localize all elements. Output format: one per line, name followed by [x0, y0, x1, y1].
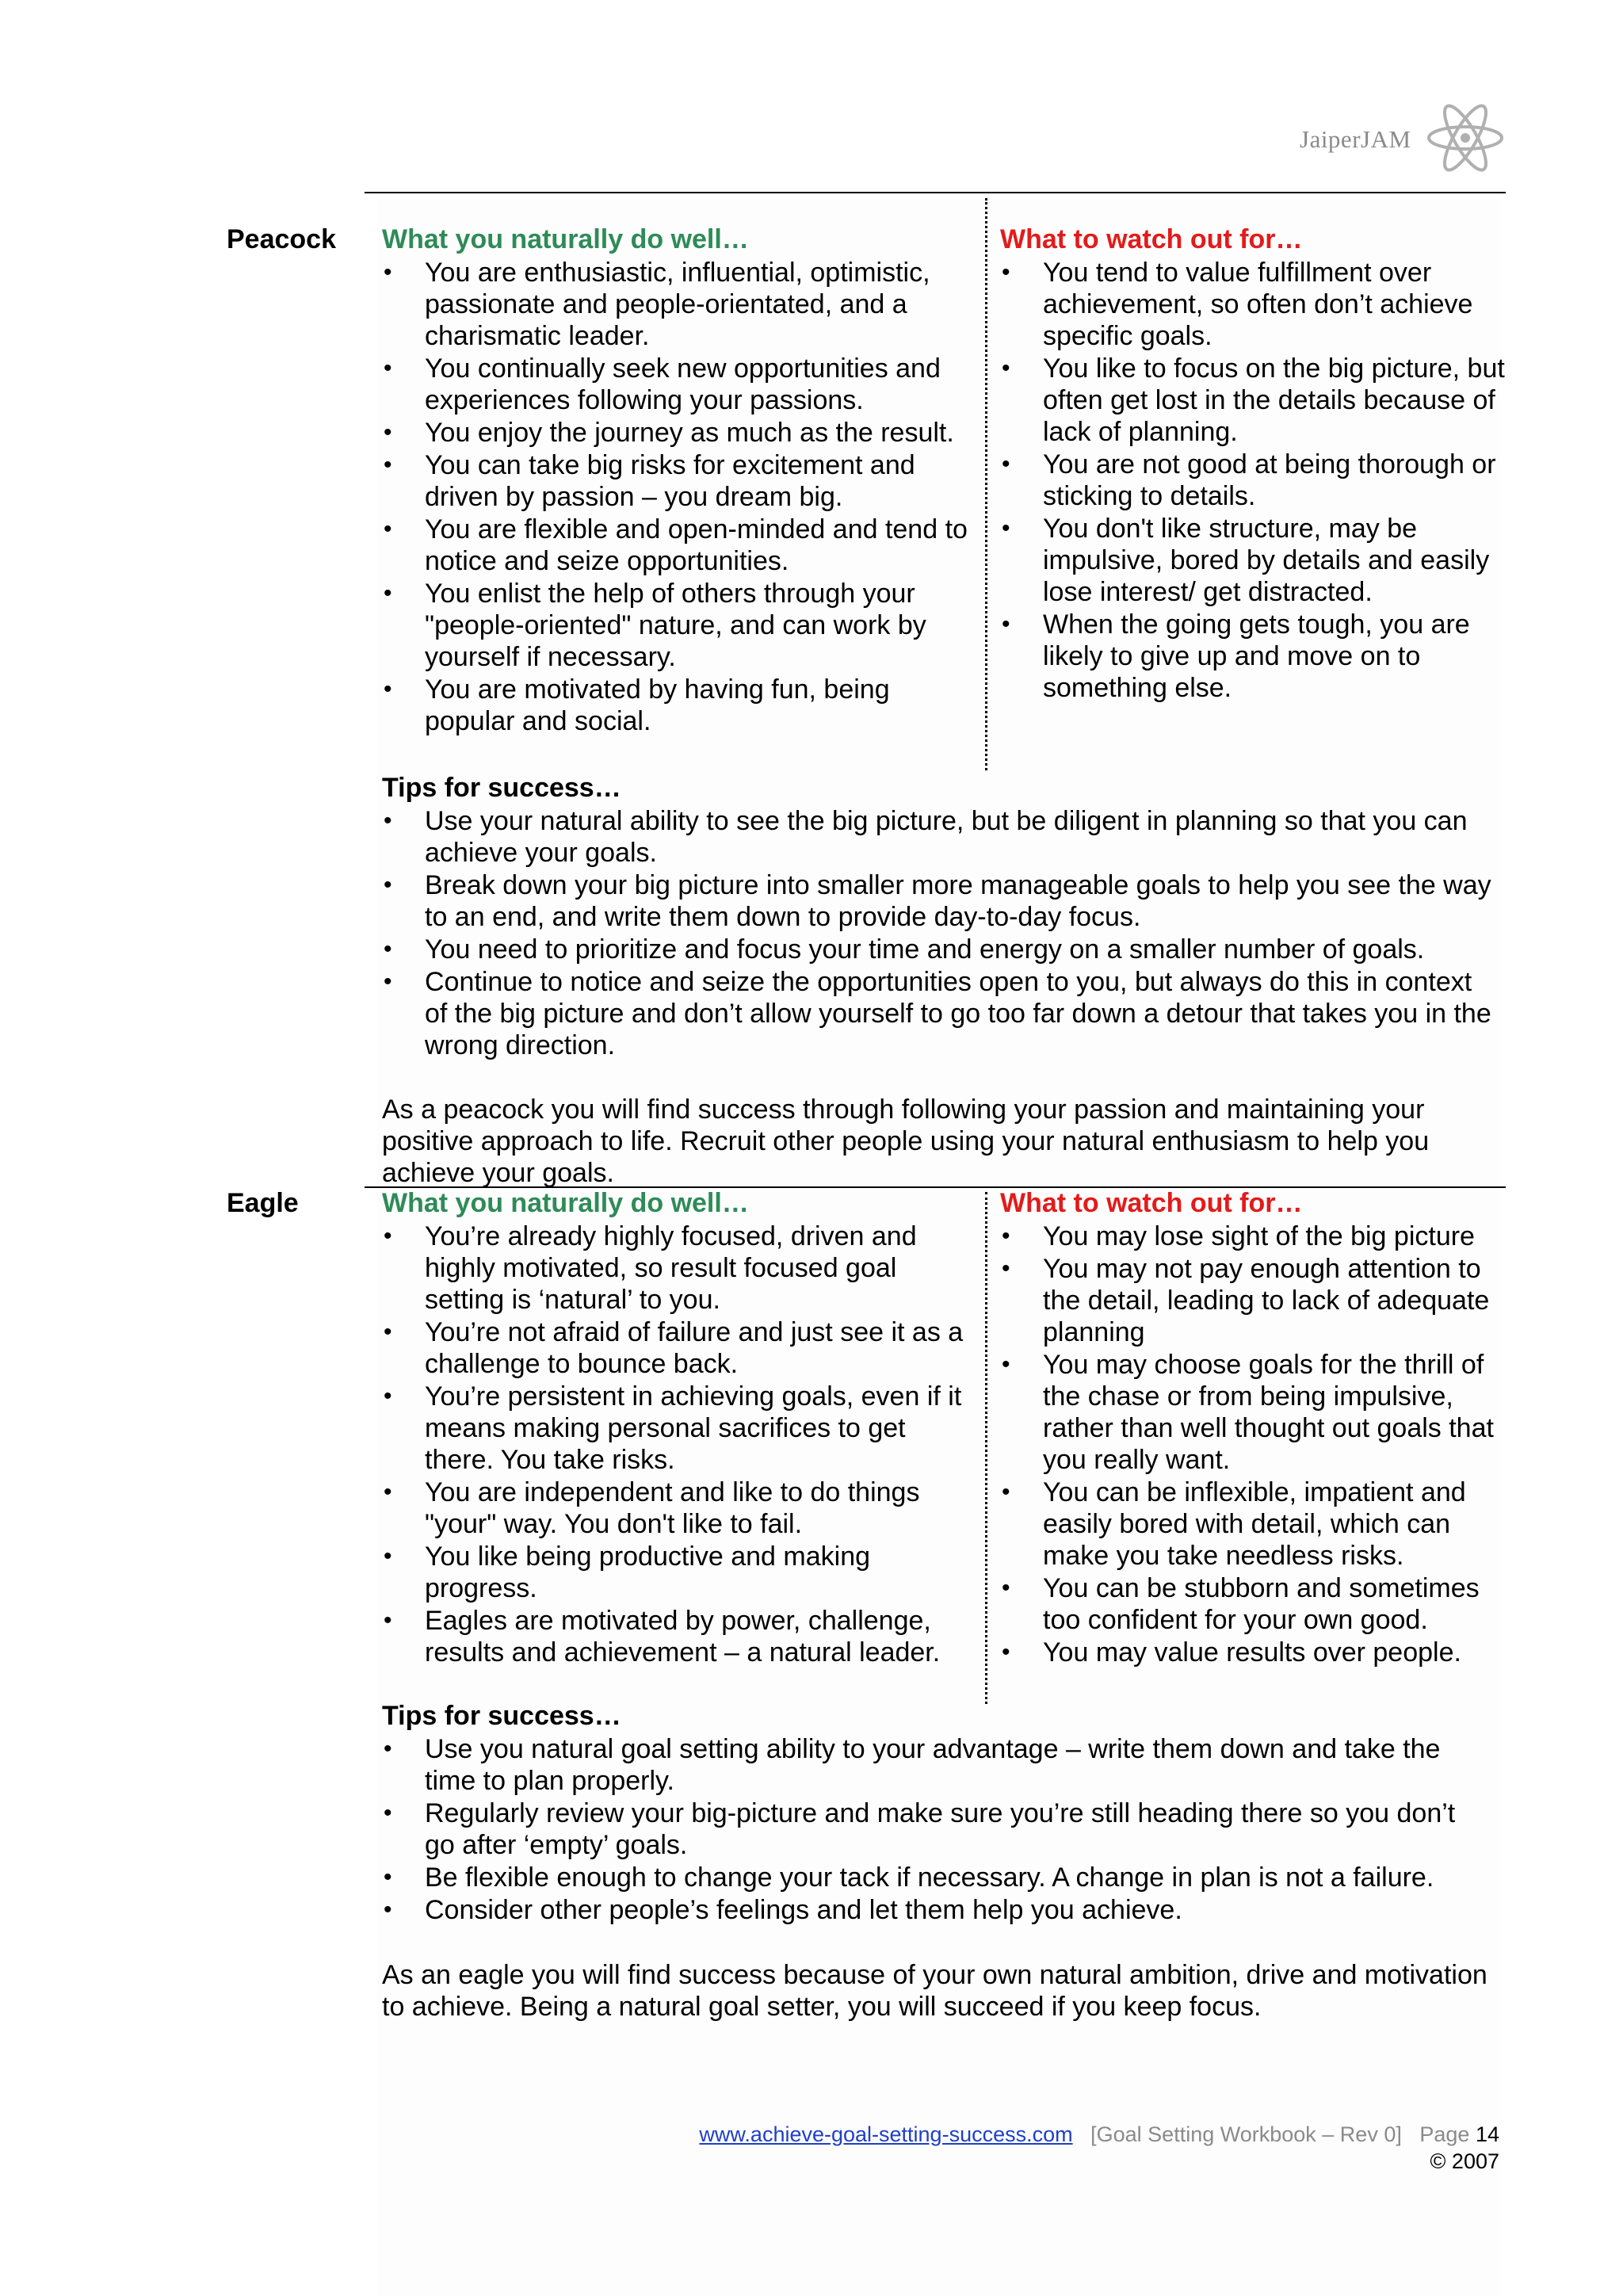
- eagle-tips-heading: Tips for success…: [382, 1701, 621, 1731]
- eagle-watch-list: [1000, 1221, 1507, 1668]
- peacock-summary: As a peacock you will find success through following your passion and maintaining your positive approach to life. Recruit other people using your natural enthusiasm to help you achieve your goals.: [382, 1095, 1430, 1188]
- list-item: • You are enthusiastic, influential, optimistic, passionate and people-orientated, and a charismatic leader.: [382, 257, 968, 352]
- list-item: • You may not pay enough attention to the detail, leading to lack of adequate planning: [1000, 1253, 1507, 1348]
- list-item: • You’re not afraid of failure and just see it as a challenge to bounce back.: [382, 1316, 976, 1380]
- peacock-strengths-list: [382, 257, 968, 737]
- peacock-column-divider: [985, 198, 987, 770]
- list-item: • You may lose sight of the big picture: [1000, 1221, 1507, 1252]
- peacock-watch-heading: What to watch out for…: [1000, 224, 1303, 254]
- list-item: • You’re already highly focused, driven and highly motivated, so result focused goal setting is ‘natural’ to you.: [382, 1221, 976, 1316]
- eagle-strengths-heading: What you naturally do well…: [382, 1188, 749, 1218]
- list-item: • You are flexible and open-minded and tend to notice and seize opportunities.: [382, 514, 968, 577]
- peacock-top-rule: [365, 192, 1506, 193]
- copyright: © 2007: [1430, 2149, 1499, 2173]
- list-item: • You tend to value fulfillment over achievement, so often don’t achieve specific goals.: [1000, 257, 1507, 352]
- list-item: • You enlist the help of others through your "people-oriented" nature, and can work by yourself if necessary.: [382, 578, 968, 673]
- list-item: • You can take big risks for excitement and driven by passion – you dream big.: [382, 449, 968, 513]
- footer-line-1: [699, 2121, 1499, 2148]
- eagle-tips: [382, 1700, 1491, 1927]
- list-item: • You can be stubborn and sometimes too confident for your own good.: [1000, 1572, 1507, 1636]
- peacock-tips-list: [382, 805, 1491, 1061]
- list-item: • Continue to notice and seize the opportunities open to you, but always do this in context of the big picture and don’t allow yourself to go too far down a detour that takes you in the wrong direction.: [382, 966, 1491, 1061]
- peacock-strengths-heading: What you naturally do well…: [382, 224, 749, 254]
- list-item: • You may value results over people.: [1000, 1637, 1507, 1668]
- list-item: • You may choose goals for the thrill of the chase or from being impulsive, rather than well thought out goals that you really want.: [1000, 1349, 1507, 1476]
- eagle-label: Eagle: [227, 1188, 299, 1218]
- peacock-tips: [382, 772, 1491, 1062]
- list-item: • Use you natural goal setting ability to your advantage – write them down and take the time to plan properly.: [382, 1733, 1491, 1797]
- list-item: • When the going gets tough, you are likely to give up and move on to something else.: [1000, 609, 1507, 704]
- list-item: • Consider other people’s feelings and let them help you achieve.: [382, 1894, 1491, 1926]
- peacock-strengths: [382, 223, 968, 738]
- list-item: • You like to focus on the big picture, but often get lost in the details because of lack of planning.: [1000, 353, 1507, 448]
- list-item: • Eagles are motivated by power, challenge, results and achievement – a natural leader.: [382, 1605, 976, 1668]
- eagle-summary: As an eagle you will find success because of your own natural ambition, drive and motivation to achieve. Being a natural goal setter, you will succeed if you keep focus.: [382, 1960, 1487, 2022]
- jaiperjam-logo: [1300, 101, 1514, 189]
- list-item: • Regularly review your big-picture and make sure you’re still heading there so you don’t go after ‘empty’ goals.: [382, 1797, 1491, 1861]
- eagle-watch-out: [1000, 1187, 1507, 1669]
- peacock-watch-list: [1000, 257, 1507, 704]
- list-item: • You can be inflexible, impatient and easily bored with detail, which can make you take needless risks.: [1000, 1477, 1507, 1572]
- list-item: • Use your natural ability to see the big picture, but be diligent in planning so that you can achieve your goals.: [382, 805, 1491, 869]
- eagle-column-divider: [985, 1192, 987, 1704]
- eagle-strengths-list: [382, 1221, 976, 1668]
- list-item: • You are not good at being thorough or sticking to details.: [1000, 449, 1507, 512]
- list-item: • Be flexible enough to change your tack if necessary. A change in plan is not a failure.: [382, 1862, 1491, 1893]
- website-link[interactable]: www.achieve-goal-setting-success.com: [699, 2122, 1073, 2146]
- atom-logo-icon: [1424, 101, 1510, 177]
- list-item: • You are motivated by having fun, being popular and social.: [382, 674, 968, 737]
- list-item: • Break down your big picture into smaller more manageable goals to help you see the way to an end, and write them down to provide day-to-day focus.: [382, 869, 1491, 933]
- page-label: Page: [1419, 2122, 1470, 2146]
- peacock-watch-out: [1000, 223, 1507, 705]
- list-item: • You don't like structure, may be impulsive, bored by details and easily lose interest/ get distracted.: [1000, 513, 1507, 608]
- logo-text: JaiperJAM: [1300, 125, 1411, 153]
- eagle-tips-list: [382, 1733, 1491, 1926]
- list-item: • You continually seek new opportunities and experiences following your passions.: [382, 353, 968, 416]
- peacock-tips-heading: Tips for success…: [382, 773, 621, 803]
- footer-spacer: [1079, 2122, 1090, 2146]
- list-item: • You are independent and like to do things "your" way. You don't like to fail.: [382, 1477, 976, 1540]
- footer-spacer: [1407, 2122, 1419, 2146]
- peacock-label: Peacock: [227, 224, 336, 254]
- page-number: 14: [1475, 2122, 1499, 2146]
- eagle-strengths: [382, 1187, 976, 1669]
- list-item: • You need to prioritize and focus your time and energy on a smaller number of goals.: [382, 934, 1491, 965]
- page-footer: [699, 2121, 1499, 2175]
- eagle-watch-heading: What to watch out for…: [1000, 1188, 1303, 1218]
- list-item: • You like being productive and making progress.: [382, 1541, 976, 1604]
- list-item: • You enjoy the journey as much as the result.: [382, 417, 968, 449]
- workbook-reference: [Goal Setting Workbook – Rev 0]: [1090, 2122, 1402, 2146]
- list-item: • You’re persistent in achieving goals, even if it means making personal sacrifices to get there. You take risks.: [382, 1381, 976, 1476]
